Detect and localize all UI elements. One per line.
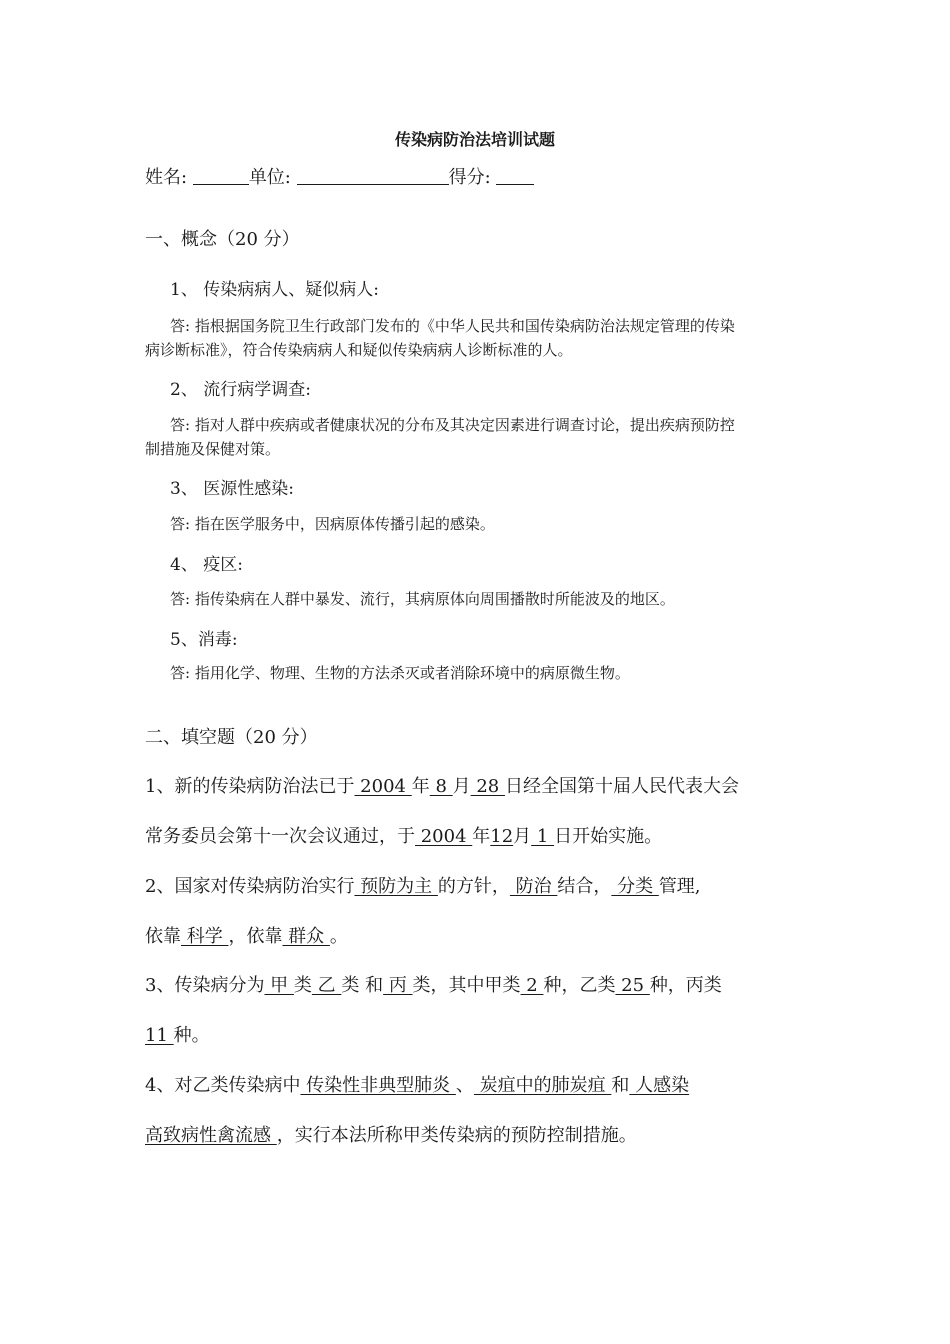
fill-question-1-line2 xyxy=(145,822,662,848)
fill-answer: 8 xyxy=(429,776,453,797)
fill-answer: 丙 xyxy=(383,975,413,996)
concept-answer-3: 答: 指在医学服务中，因病原体传播引起的感染。 xyxy=(170,515,495,533)
fill-answer: 传染性非典型肺炎 xyxy=(300,1075,456,1096)
fill-text: 种。 xyxy=(173,1025,210,1046)
section2-heading: 二、填空题（20 分） xyxy=(145,727,318,748)
fill-text: 月 xyxy=(513,826,532,847)
fill-question-3-line1 xyxy=(145,971,722,997)
fill-answer: 1 xyxy=(531,826,555,847)
concept-question-2: 2、 流行病学调查: xyxy=(170,380,311,400)
fill-text: ，依靠 xyxy=(228,926,283,947)
fill-answer: 炭疽中的肺炭疽 xyxy=(473,1075,612,1096)
fill-answer: 25 xyxy=(615,975,650,996)
concept-question-5: 5、消毒: xyxy=(170,630,238,650)
fill-text: 月 xyxy=(452,776,471,797)
fill-text: 年 xyxy=(411,776,430,797)
fill-answer: 分类 xyxy=(611,876,659,897)
fill-answer: 甲 xyxy=(264,975,294,996)
fill-text: 1、新的传染病防治法已于 xyxy=(145,776,355,797)
fill-text: 日开始实施。 xyxy=(554,826,663,847)
score-label: 得分: xyxy=(448,167,491,188)
concept-answer-1-line2: 病诊断标准》，符合传染病病人和疑似传染病病人诊断标准的人。 xyxy=(145,341,573,359)
concept-answer-4: 答: 指传染病在人群中暴发、流行，其病原体向周围播散时所能波及的地区。 xyxy=(170,590,675,608)
fill-text: 的方针， xyxy=(437,876,510,897)
fill-text: 2、国家对传染病防治实行 xyxy=(145,876,355,897)
section1-heading: 一、概念（20 分） xyxy=(145,229,300,250)
fill-answer: 乙 xyxy=(311,975,342,996)
fill-text: 类，其中甲类 xyxy=(412,975,521,996)
concept-question-1: 1、 传染病病人、疑似病人: xyxy=(170,280,379,300)
concept-answer-5: 答: 指用化学、物理、生物的方法杀灭或者消除环境中的病原微生物。 xyxy=(170,664,630,682)
fill-text: 类 xyxy=(293,975,312,996)
fill-text: 、 xyxy=(455,1075,474,1096)
fill-text: 种，乙类 xyxy=(543,975,616,996)
fill-answer: 高致病性禽流感 xyxy=(145,1125,277,1146)
fill-text: ，实行本法所称甲类传染病的预防控制措施。 xyxy=(276,1125,637,1146)
fill-question-4-line1 xyxy=(145,1071,689,1097)
fill-text: 类 和 xyxy=(341,975,384,996)
fill-text: 依靠 xyxy=(145,926,181,947)
concept-answer-1-line1: 答: 指根据国务院卫生行政部门发布的《中华人民共和国传染病防治法规定管理的传染 xyxy=(170,317,735,335)
fill-text: 。 xyxy=(329,926,348,947)
fill-question-1-line1 xyxy=(145,772,739,798)
fill-answer: 人感染 xyxy=(629,1075,690,1096)
fill-answer: 预防为主 xyxy=(354,876,438,897)
fill-answer: 2004 xyxy=(415,826,473,847)
fill-text: 结合， xyxy=(557,876,612,897)
header-info-line xyxy=(145,163,534,189)
fill-answer: 科学 xyxy=(181,926,229,947)
fill-answer: 群众 xyxy=(282,926,330,947)
fill-question-2-line2 xyxy=(145,922,348,948)
fill-text: 种，丙类 xyxy=(649,975,722,996)
fill-text: 3、传染病分为 xyxy=(145,975,265,996)
fill-text: 4、对乙类传染病中 xyxy=(145,1075,301,1096)
fill-question-2-line1 xyxy=(145,872,701,898)
fill-text: 管理, xyxy=(658,876,701,897)
fill-text: 日经全国第十届人民代表大会 xyxy=(504,776,739,797)
fill-text: 常务委员会第十一次会议通过，于 xyxy=(145,826,415,847)
fill-question-4-line2 xyxy=(145,1121,637,1147)
name-blank[interactable] xyxy=(193,168,249,185)
score-blank[interactable] xyxy=(496,168,534,185)
name-label: 姓名: xyxy=(145,167,188,188)
fill-answer: 11 xyxy=(145,1025,174,1046)
fill-answer: 2 xyxy=(520,975,544,996)
concept-question-4: 4、 疫区: xyxy=(170,555,243,575)
fill-answer: 2004 xyxy=(354,776,412,797)
fill-answer: 12 xyxy=(490,826,514,847)
document-title: 传染病防治法培训试题 xyxy=(394,130,555,149)
fill-text: 年 xyxy=(472,826,491,847)
fill-question-3-line2 xyxy=(145,1021,210,1047)
concept-answer-2-line2: 制措施及保健对策。 xyxy=(145,440,281,458)
concept-answer-2-line1: 答: 指对人群中疾病或者健康状况的分布及其决定因素进行调查讨论，提出疾病预防控 xyxy=(170,416,735,434)
fill-answer: 28 xyxy=(470,776,505,797)
fill-text: 和 xyxy=(611,1075,630,1096)
fill-answer: 防治 xyxy=(509,876,558,897)
unit-blank[interactable] xyxy=(297,168,449,185)
concept-question-3: 3、 医源性感染: xyxy=(170,479,294,499)
unit-label: 单位: xyxy=(248,167,291,188)
